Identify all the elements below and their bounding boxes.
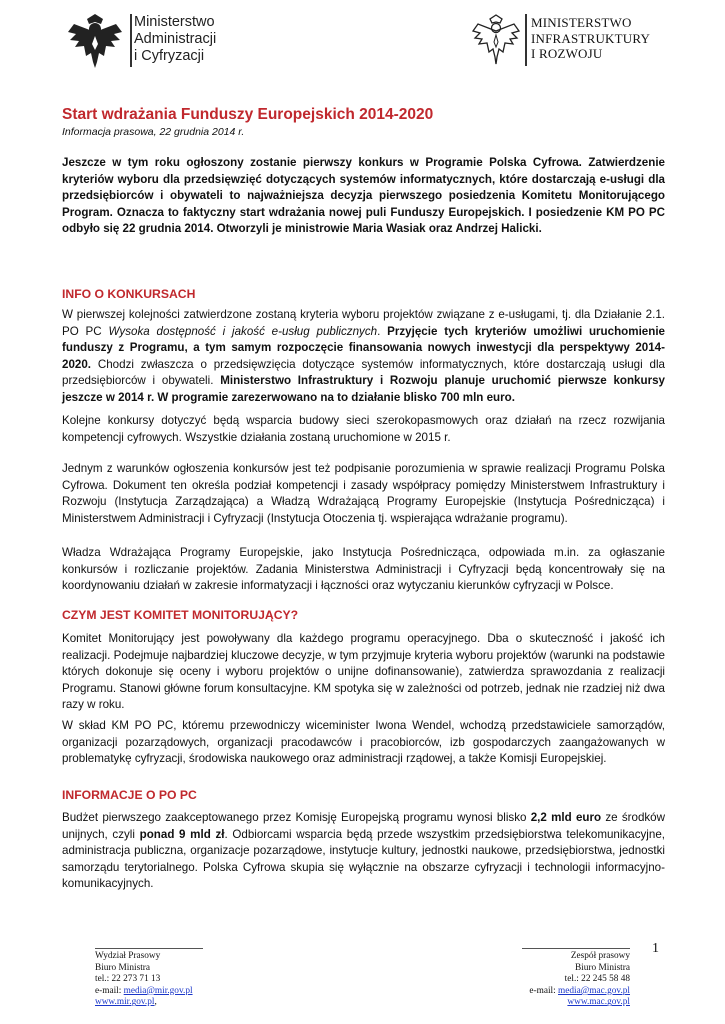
paragraph: [62, 810, 665, 893]
polish-eagle-emblem-icon: [64, 10, 126, 72]
footer-email-row: [455, 986, 630, 998]
lead-paragraph: Jeszcze w tym roku ogłoszony zostanie pierwszy konkurs w Programie Polska Cyfrowa. Zatwierdzenie kryteriów wyboru dla przedsięwzięć dotyczących systemów informatycznych, które dostarczają e-usługi dla przedsiębiorców i obywateli to najważniejsza decyzja pierwszego posiedzenia Komitetu Monitorującego Program. Oznacza to faktyczny start wdrażania nowej puli Funduszy Europejskich. I posiedzenie KM PO PC odbyło się 22 grudnia 2014. Otworzyli je ministrowie Maria Wasiak oraz Andrzej Halicki.: [62, 156, 665, 236]
logo-text: [531, 15, 650, 62]
logo-text: [134, 14, 216, 65]
footer-email-link[interactable]: media@mir.gov.pl: [123, 985, 193, 996]
logo-divider: [525, 14, 527, 66]
paragraph: Kolejne konkursy dotyczyć będą wsparcia budowy sieci szerokopasmowych oraz działań na rzecz rozwijania kompetencji cyfrowych. Wszystkie działania zostaną uruchomione w 2015 r.: [62, 414, 665, 444]
paragraph: [62, 307, 665, 407]
footer-www-row: [95, 997, 295, 1009]
page-number: 1: [652, 941, 659, 956]
paragraph: Władza Wdrażająca Programy Europejskie, jako Instytucja Pośrednicząca, odpowiada m.in. za ogłaszanie konkursów i rozliczanie projektów. Zadania Ministerstwa Administracji i Cyfryzacji będą koncentrowały się na koordynowaniu działań w zakresie informatyzacji i łączności oraz wytyczaniu kierunków cyfryzacji w Polsce.: [62, 546, 665, 593]
logo-line: i Cyfryzacji: [134, 48, 205, 64]
section-heading: CZYM JEST KOMITET MONITORUJĄCY?: [62, 608, 299, 622]
logo-line: I ROZWOJU: [531, 46, 603, 61]
text-run: .: [377, 324, 388, 338]
logo-mac: [64, 10, 234, 72]
text-run-bold: Ministerstwo Infrastruktury i Rozwoju planuje uruchomić pierwsze konkursy jeszcze w 2014 r. W programie zarezerwowano na to działanie blisko 700 mln euro.: [62, 374, 665, 404]
footer-www-link[interactable]: www.mac.gov.pl: [567, 997, 630, 1008]
footer-contact-mac: [455, 948, 630, 1009]
paragraph: Jednym z warunków ogłoszenia konkursów jest też podpisanie porozumienia w sprawie realizacji Programu Polska Cyfrowa. Dokument ten określa podział kompetencji i zasady współpracy pomiędzy Ministerstwem Infrastruktury i Rozwoju (Instytucja Zarządzająca) a Władzą Wdrażającą Programy Europejskie (Instytucja Pośrednicząca) i Ministerstwem Administracji i Cyfryzacji (Instytucja Otoczenia tj. wspierająca wdrażanie programu).: [62, 462, 665, 525]
text-run-bold: 2,2 mld euro: [530, 811, 602, 824]
footer-divider: [522, 948, 630, 949]
text-run: Budżet pierwszego zaakceptowanego przez Komisję Europejską programu wynosi blisko: [62, 811, 531, 824]
footer-email-label: e-mail:: [95, 985, 124, 996]
footer-office: Biuro Ministra: [574, 962, 630, 973]
logo-line: Ministerstwo: [134, 14, 215, 30]
text-run: . Odbiorcami wsparcia będą przede wszystkim przedsiębiorstwa telekomunikacyjne, administracja publiczna, organizacje pozarządowe, instytucje kultury, jednostki naukowe, przedsiębiorstwa, jednostki samorządu terytorialnego. Polska Cyfrowa skupia się wyłącznie na obszarze cyfryzacji i technologii informacyjno-komunikacyjnych.: [62, 827, 665, 891]
footer-phone: tel.: 22 245 58 48: [564, 974, 630, 985]
footer-www-suffix: ,: [154, 997, 157, 1008]
footer-email-link[interactable]: media@mac.gov.pl: [558, 985, 630, 996]
footer-office: Biuro Ministra: [95, 962, 151, 973]
footer-divider: [95, 948, 203, 949]
footer-contact-mir: [95, 948, 295, 1009]
text-run-bold: Przyjęcie tych kryteriów umożliwi uruchomienie funduszy z Programu, a tym samym rozpoczęcie finansowania nowych inwestycji dla perspektywy 2014-2020.: [62, 324, 665, 371]
footer-email-row: [95, 986, 295, 998]
text-run-italic: Wysoka dostępność i jakość e-usług publicznych: [108, 324, 378, 338]
logo-divider: [130, 14, 132, 67]
footer-www-row: [455, 997, 630, 1009]
section-heading: INFO O KONKURSACH: [62, 287, 196, 301]
footer-phone: tel.: 22 273 71 13: [95, 974, 161, 985]
paragraph: W skład KM PO PC, któremu przewodniczy wiceminister Iwona Wendel, wchodzą przedstawiciele samorządów, organizacji pozarządowych, organizacji pracodawców i pracobiorców, izb gospodarczych zaangażowanych w problematykę cyfryzacji, środowiska naukowego oraz administracji rządowej, a także Komisji Europejskiej.: [62, 719, 665, 766]
text-run-bold: ponad 9 mld zł: [139, 827, 225, 841]
text-run: W pierwszej kolejności zatwierdzone zostaną kryteria wyboru projektów związane z e-usługami, tj. dla Działanie 2.1. PO PC: [62, 308, 665, 338]
footer-email-label: e-mail:: [529, 985, 559, 996]
page-title: Start wdrażania Funduszy Europejskich 2014-2020: [62, 106, 434, 123]
logo-line: INFRASTRUKTURY: [531, 30, 651, 46]
section-heading: INFORMACJE O PO PC: [62, 788, 197, 802]
logo-mir: [470, 12, 695, 72]
footer-dept: Zespół prasowy: [570, 951, 630, 961]
footer-www-link[interactable]: www.mir.gov.pl: [95, 997, 155, 1008]
logo-line: MINISTERSTWO: [531, 15, 632, 30]
logo-line: Administracji: [134, 31, 217, 47]
text-run: ze środków unijnych, czyli: [62, 811, 666, 841]
text-run: Chodzi zwłaszcza o przedsięwzięcia dotyczące systemów informatycznych, które dostarczają usługi dla przedsiębiorców i obywateli.: [62, 357, 665, 388]
press-release-date: Informacja prasowa, 22 grudnia 2014 r.: [62, 126, 245, 138]
polish-eagle-emblem-icon: [470, 12, 522, 68]
paragraph: Komitet Monitorujący jest powoływany dla każdego programu operacyjnego. Dba o skuteczność i jakość ich realizacji. Podejmuje najbardziej kluczowe decyzje, w tym przyjmuje kryteria wyboru projektów (warunki na podstawie których dokonuje się oceny i wyboru projektów o unijne dofinansowanie), zatwierdza sprawozdania z realizacji Programu. Stanowi główne forum konsultacyjne. KM spotyka się w zależności od potrzeb, jednak nie rzadziej niż dwa razy w roku.: [62, 632, 665, 712]
footer-dept: Wydział Prasowy: [95, 951, 161, 961]
